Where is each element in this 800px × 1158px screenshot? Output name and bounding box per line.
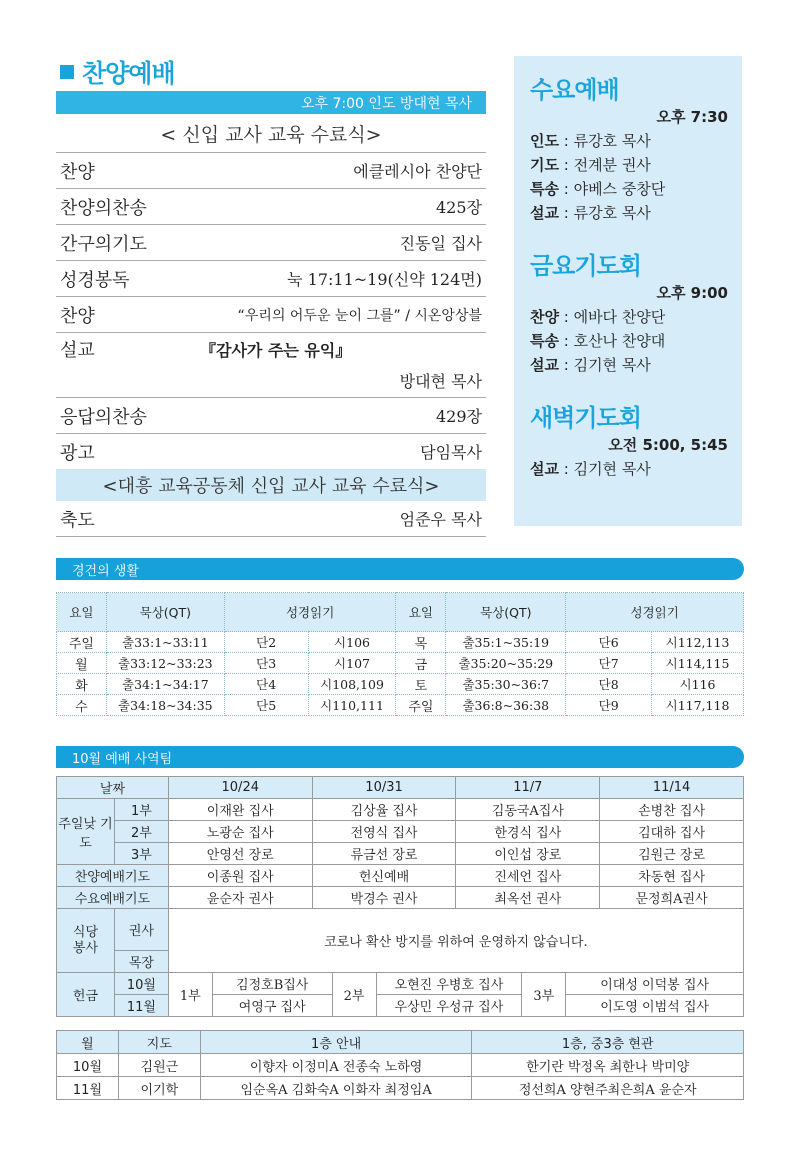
- role-label: 설교: [530, 460, 559, 478]
- table-row: [57, 821, 744, 843]
- table-cell: 이도영 이범석 집사: [566, 995, 744, 1017]
- devotion-header: 경건의 생활: [56, 558, 744, 580]
- wed-title: 수요예배: [530, 76, 619, 104]
- table-cell: 단7: [566, 653, 652, 674]
- table-cell: 지도: [118, 1031, 200, 1054]
- role-label: 인도: [530, 132, 559, 150]
- table-cell: 시117,118: [652, 695, 744, 716]
- fri-title: 금요기도회: [530, 252, 641, 280]
- date-label: 날짜: [57, 777, 169, 799]
- order-label: 광고: [60, 442, 95, 464]
- duty-date-row: [57, 777, 744, 799]
- worship-time-bar: 오후 7:00 인도 방대현 목사: [56, 91, 486, 114]
- ceremony-title: < 신입 교사 교육 수료식>: [56, 114, 486, 153]
- table-cell: 박경수 권사: [312, 887, 456, 909]
- table-cell: 권사: [114, 909, 168, 951]
- role-label: 찬양: [530, 308, 559, 326]
- worship-order: [56, 56, 486, 537]
- col-reading: 성경읽기: [566, 593, 744, 632]
- ceremony2-title: <대흥 교육공동체 신입 교사 교육 수료식>: [56, 469, 486, 501]
- role-value: : 김기현 목사: [558, 356, 651, 374]
- table-cell: 우상민 우성규 집사: [376, 995, 522, 1017]
- table-cell: 김동국A집사: [456, 799, 600, 821]
- table-cell: 이인섭 장로: [456, 843, 600, 865]
- table-cell: 김대하 집사: [600, 821, 744, 843]
- date-cell: 10/31: [312, 777, 456, 799]
- usher-header-row: [57, 1031, 744, 1054]
- table-cell: 시108,109: [308, 674, 396, 695]
- table-cell: 시112,113: [652, 632, 744, 653]
- col-qt: 묵상(QT): [446, 593, 566, 632]
- order-label: 축도: [60, 509, 95, 531]
- table-cell: 단6: [566, 632, 652, 653]
- table-row: [57, 674, 744, 695]
- dawn-time: 오전 5:00, 5:45: [608, 436, 728, 454]
- table-cell: 11월: [114, 995, 168, 1017]
- role-value: : 호산나 찬양대: [558, 332, 666, 350]
- col-day: 요일: [57, 593, 107, 632]
- table-cell: 2부: [332, 973, 376, 1017]
- table-cell: 류금선 장로: [312, 843, 456, 865]
- order-value: 425장: [436, 198, 482, 217]
- table-cell: 2부: [114, 821, 168, 843]
- role-value: : 류강호 목사: [558, 204, 651, 222]
- order-row: [56, 153, 486, 189]
- wed-line: [530, 178, 728, 202]
- table-cell: 목장: [114, 951, 168, 973]
- offering-table: [56, 972, 744, 1017]
- order-value: 담임목사: [420, 443, 482, 462]
- role-value: : 전계분 권사: [558, 156, 651, 174]
- table-cell: 수: [57, 695, 107, 716]
- table-row: [57, 653, 744, 674]
- prayer-label: 주일낮 기도: [57, 799, 115, 865]
- table-cell: 출33:1~33:11: [106, 632, 224, 653]
- table-cell: 출33:12~33:23: [106, 653, 224, 674]
- table-cell: 출36:8~36:38: [446, 695, 566, 716]
- table-cell: 한경식 집사: [456, 821, 600, 843]
- wed-line: [530, 154, 728, 178]
- role-label: 기도: [530, 156, 559, 174]
- duty-header: 10월 예배 사역팀: [56, 746, 744, 768]
- table-cell: 진세언 집사: [456, 865, 600, 887]
- role-label: 설교: [530, 204, 559, 222]
- table-row: [57, 695, 744, 716]
- table-cell: 금: [396, 653, 446, 674]
- table-cell: 김정호B집사: [212, 973, 332, 995]
- table-row: [57, 1054, 744, 1077]
- table-row: [57, 843, 744, 865]
- table-row: [57, 1077, 744, 1100]
- offering-label: 헌금: [57, 973, 115, 1017]
- devotion-header-row: [57, 593, 744, 632]
- weekday-services-panel: [514, 56, 742, 526]
- table-cell: 이재완 집사: [168, 799, 312, 821]
- table-row: [57, 865, 744, 887]
- role-value: : 류강호 목사: [558, 132, 651, 150]
- order-row: [56, 398, 486, 434]
- order-value: 눅 17:11~19(신약 124면): [287, 270, 482, 289]
- fri-line: [530, 354, 728, 378]
- table-cell: 시114,115: [652, 653, 744, 674]
- meal-label: 식당 봉사: [57, 909, 115, 973]
- usher-table: [56, 1030, 744, 1100]
- table-cell: 정선희A 양현주최은희A 윤순자: [472, 1077, 744, 1100]
- devotion-table: [56, 592, 744, 716]
- order-label: 응답의찬송: [60, 406, 147, 428]
- table-cell: 임순옥A 김화숙A 이화자 최정임A: [200, 1077, 472, 1100]
- table-row: [57, 632, 744, 653]
- worship-title-text: 찬양예배: [82, 59, 175, 88]
- square-bullet-icon: [60, 65, 74, 79]
- table-cell: 단4: [224, 674, 308, 695]
- table-row: [57, 799, 744, 821]
- table-cell: 11월: [57, 1077, 119, 1100]
- table-cell: 출35:1~35:19: [446, 632, 566, 653]
- table-cell: 김상율 집사: [312, 799, 456, 821]
- table-cell: 시106: [308, 632, 396, 653]
- table-cell: 10월: [114, 973, 168, 995]
- order-label: 찬양: [60, 161, 95, 183]
- table-cell: 안영선 장로: [168, 843, 312, 865]
- order-row: [56, 189, 486, 225]
- table-cell: 단9: [566, 695, 652, 716]
- table-cell: 문정희A권사: [600, 887, 744, 909]
- table-cell: 전영식 집사: [312, 821, 456, 843]
- table-cell: 최옥선 권사: [456, 887, 600, 909]
- role-label: 특송: [530, 180, 559, 198]
- table-cell: 단3: [224, 653, 308, 674]
- sermon-label: 설교: [60, 340, 95, 361]
- duty-schedule-table: [56, 776, 744, 973]
- table-cell: 1층 안내: [200, 1031, 472, 1054]
- order-value: “우리의 어두운 눈이 그를” / 시온앙상블: [237, 307, 482, 324]
- table-cell: 화: [57, 674, 107, 695]
- table-row: [57, 995, 744, 1017]
- table-cell: 목: [396, 632, 446, 653]
- wed-line: [530, 130, 728, 154]
- role-value: : 에바다 찬양단: [558, 308, 666, 326]
- table-cell: 출35:30~36:7: [446, 674, 566, 695]
- fri-line: [530, 306, 728, 330]
- table-row: [57, 887, 744, 909]
- order-label: 찬양: [60, 305, 95, 327]
- table-cell: 시107: [308, 653, 396, 674]
- order-label: 간구의기도: [60, 233, 147, 255]
- preacher: 방대현 목사: [399, 371, 482, 391]
- table-cell: 이종원 집사: [168, 865, 312, 887]
- table-cell: 1부: [168, 973, 212, 1017]
- table-cell: 이기학: [118, 1077, 200, 1100]
- col-day: 요일: [396, 593, 446, 632]
- table-cell: 단8: [566, 674, 652, 695]
- dawn-line: [530, 458, 728, 482]
- order-row: [56, 261, 486, 297]
- order-value: 엄준우 목사: [399, 510, 482, 529]
- date-cell: 10/24: [168, 777, 312, 799]
- table-cell: 1부: [114, 799, 168, 821]
- order-row: [56, 297, 486, 333]
- wed-time: 오후 7:30: [656, 108, 728, 126]
- fri-time: 오후 9:00: [656, 284, 728, 302]
- role-value: : 김기현 목사: [558, 460, 651, 478]
- col-reading: 성경읽기: [224, 593, 396, 632]
- order-row: [56, 225, 486, 261]
- wed-line: [530, 202, 728, 226]
- blessing-row: [56, 501, 486, 537]
- table-row: [57, 973, 744, 995]
- table-cell: 한기란 박정옥 최한나 박미양: [472, 1054, 744, 1077]
- table-cell: 이대성 이덕봉 집사: [566, 973, 744, 995]
- table-cell: 차동현 집사: [600, 865, 744, 887]
- table-cell: 월: [57, 1031, 119, 1054]
- table-cell: 토: [396, 674, 446, 695]
- table-cell: 단2: [224, 632, 308, 653]
- table-cell: 김원근: [118, 1054, 200, 1077]
- table-cell: 찬양예배기도: [57, 865, 169, 887]
- table-cell: 출34:18~34:35: [106, 695, 224, 716]
- order-value: 429장: [436, 407, 482, 426]
- worship-title: [56, 56, 486, 88]
- table-cell: 노광순 집사: [168, 821, 312, 843]
- order-value: 진동일 집사: [399, 234, 482, 253]
- dawn-title: 새벽기도회: [530, 404, 641, 432]
- order-row: [56, 434, 486, 469]
- table-cell: 출34:1~34:17: [106, 674, 224, 695]
- sermon-title: 『감사가 주는 유익』: [200, 340, 352, 360]
- table-cell: 1층, 중3층 현관: [472, 1031, 744, 1054]
- table-cell: 손병찬 집사: [600, 799, 744, 821]
- date-cell: 11/7: [456, 777, 600, 799]
- date-cell: 11/14: [600, 777, 744, 799]
- fri-line: [530, 330, 728, 354]
- table-cell: 헌신예배: [312, 865, 456, 887]
- table-cell: 단5: [224, 695, 308, 716]
- table-cell: 수요예배기도: [57, 887, 169, 909]
- table-cell: 10월: [57, 1054, 119, 1077]
- table-cell: 시116: [652, 674, 744, 695]
- role-label: 특송: [530, 332, 559, 350]
- table-cell: 김원근 장로: [600, 843, 744, 865]
- meal-note: 코로나 확산 방지를 위하여 운영하지 않습니다.: [168, 909, 743, 973]
- table-cell: 윤순자 권사: [168, 887, 312, 909]
- table-cell: 오현진 우병호 집사: [376, 973, 522, 995]
- table-cell: 주일: [57, 632, 107, 653]
- table-cell: 주일: [396, 695, 446, 716]
- table-cell: 3부: [522, 973, 566, 1017]
- order-label: 성경봉독: [60, 269, 130, 291]
- table-cell: 출35:20~35:29: [446, 653, 566, 674]
- order-label: 찬양의찬송: [60, 197, 147, 219]
- sermon-row: [56, 333, 486, 398]
- table-cell: 시110,111: [308, 695, 396, 716]
- table-cell: 이향자 이정미A 전종숙 노하영: [200, 1054, 472, 1077]
- table-cell: 3부: [114, 843, 168, 865]
- col-qt: 묵상(QT): [106, 593, 224, 632]
- table-cell: 여영구 집사: [212, 995, 332, 1017]
- table-cell: 월: [57, 653, 107, 674]
- role-label: 설교: [530, 356, 559, 374]
- table-row: [57, 909, 744, 951]
- role-value: : 야베스 중창단: [558, 180, 666, 198]
- order-value: 에클레시아 찬양단: [353, 162, 482, 181]
